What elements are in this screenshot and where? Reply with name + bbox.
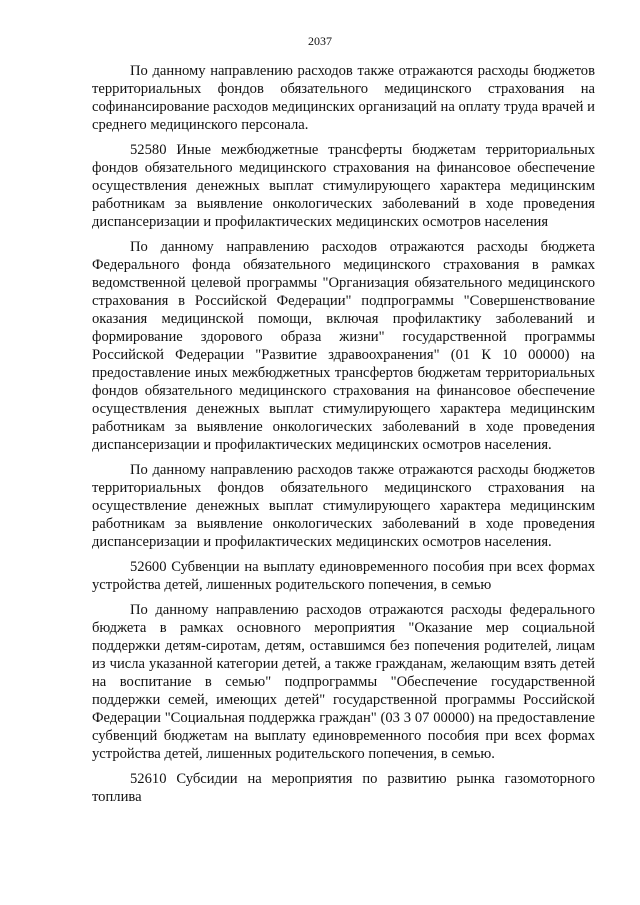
paragraph-52600-description: По данному направлению расходов отражаются расходы федерального бюджета в рамках основного мероприятия "Оказание мер социальной поддержки детям-сиротам, детям, оставшимся без попечения родителей, лицам из числа указанной категории детей, а также гражданам, желающим взять детей на воспитание в семью" подпрограммы "Обеспечение государственной поддержки семей, имеющих детей" государственной программы Российской Федерации "Социальная поддержка граждан" (03 3 07 00000) на предоставление субвенций бюджетам на выплату единовременного пособия при всех формах устройства детей, лишенных родительского попечения, в семью. [92, 602, 595, 762]
paragraph-cofinancing: По данному направлению расходов также отражаются расходы бюджетов территориальных фондов обязательного медицинского страхования на софинансирование расходов медицинских организаций на оплату труда врачей и среднего медицинского персонала. [92, 63, 595, 133]
paragraph-52600-heading: 52600 Субвенции на выплату единовременного пособия при всех формах устройства детей, лишенных родительского попечения, в семью [92, 559, 595, 593]
paragraph-52580-heading: 52580 Иные межбюджетные трансферты бюджетам территориальных фондов обязательного медицинского страхования на финансовое обеспечение осуществления денежных выплат стимулирующего характера медицинским работникам за выявление онкологических заболеваний в ходе проведения диспансеризации и профилактических медицинских осмотров населения [92, 142, 595, 230]
paragraph-52580-federal-fund: По данному направлению расходов отражаются расходы бюджета Федерального фонда обязательного медицинского страхования в рамках ведомственной целевой программы "Организация обязательного медицинского страхования в Российской Федерации" подпрограммы "Совершенствование оказания медицинской помощи, включая профилактику заболеваний и формирование здорового образа жизни" государственной программы Российской Федерации "Развитие здравоохранения" (01 К 10 00000) на предоставление иных межбюджетных трансфертов бюджетам территориальных фондов обязательного медицинского страхования на финансовое обеспечение осуществления денежных выплат стимулирующего характера медицинским работникам за выявление онкологических заболеваний в ходе проведения диспансеризации и профилактических медицинских осмотров населения. [92, 239, 595, 453]
paragraph-52580-territorial-funds: По данному направлению расходов также отражаются расходы бюджетов территориальных фондов обязательного медицинского страхования на осуществление денежных выплат стимулирующего характера медицинским работникам за выявление онкологических заболеваний в ходе проведения диспансеризации и профилактических медицинских осмотров населения. [92, 462, 595, 550]
page-number: 2037 [308, 34, 332, 48]
paragraph-52610-heading: 52610 Субсидии на мероприятия по развитию рынка газомоторного топлива [92, 771, 595, 805]
document-body [92, 62, 595, 813]
